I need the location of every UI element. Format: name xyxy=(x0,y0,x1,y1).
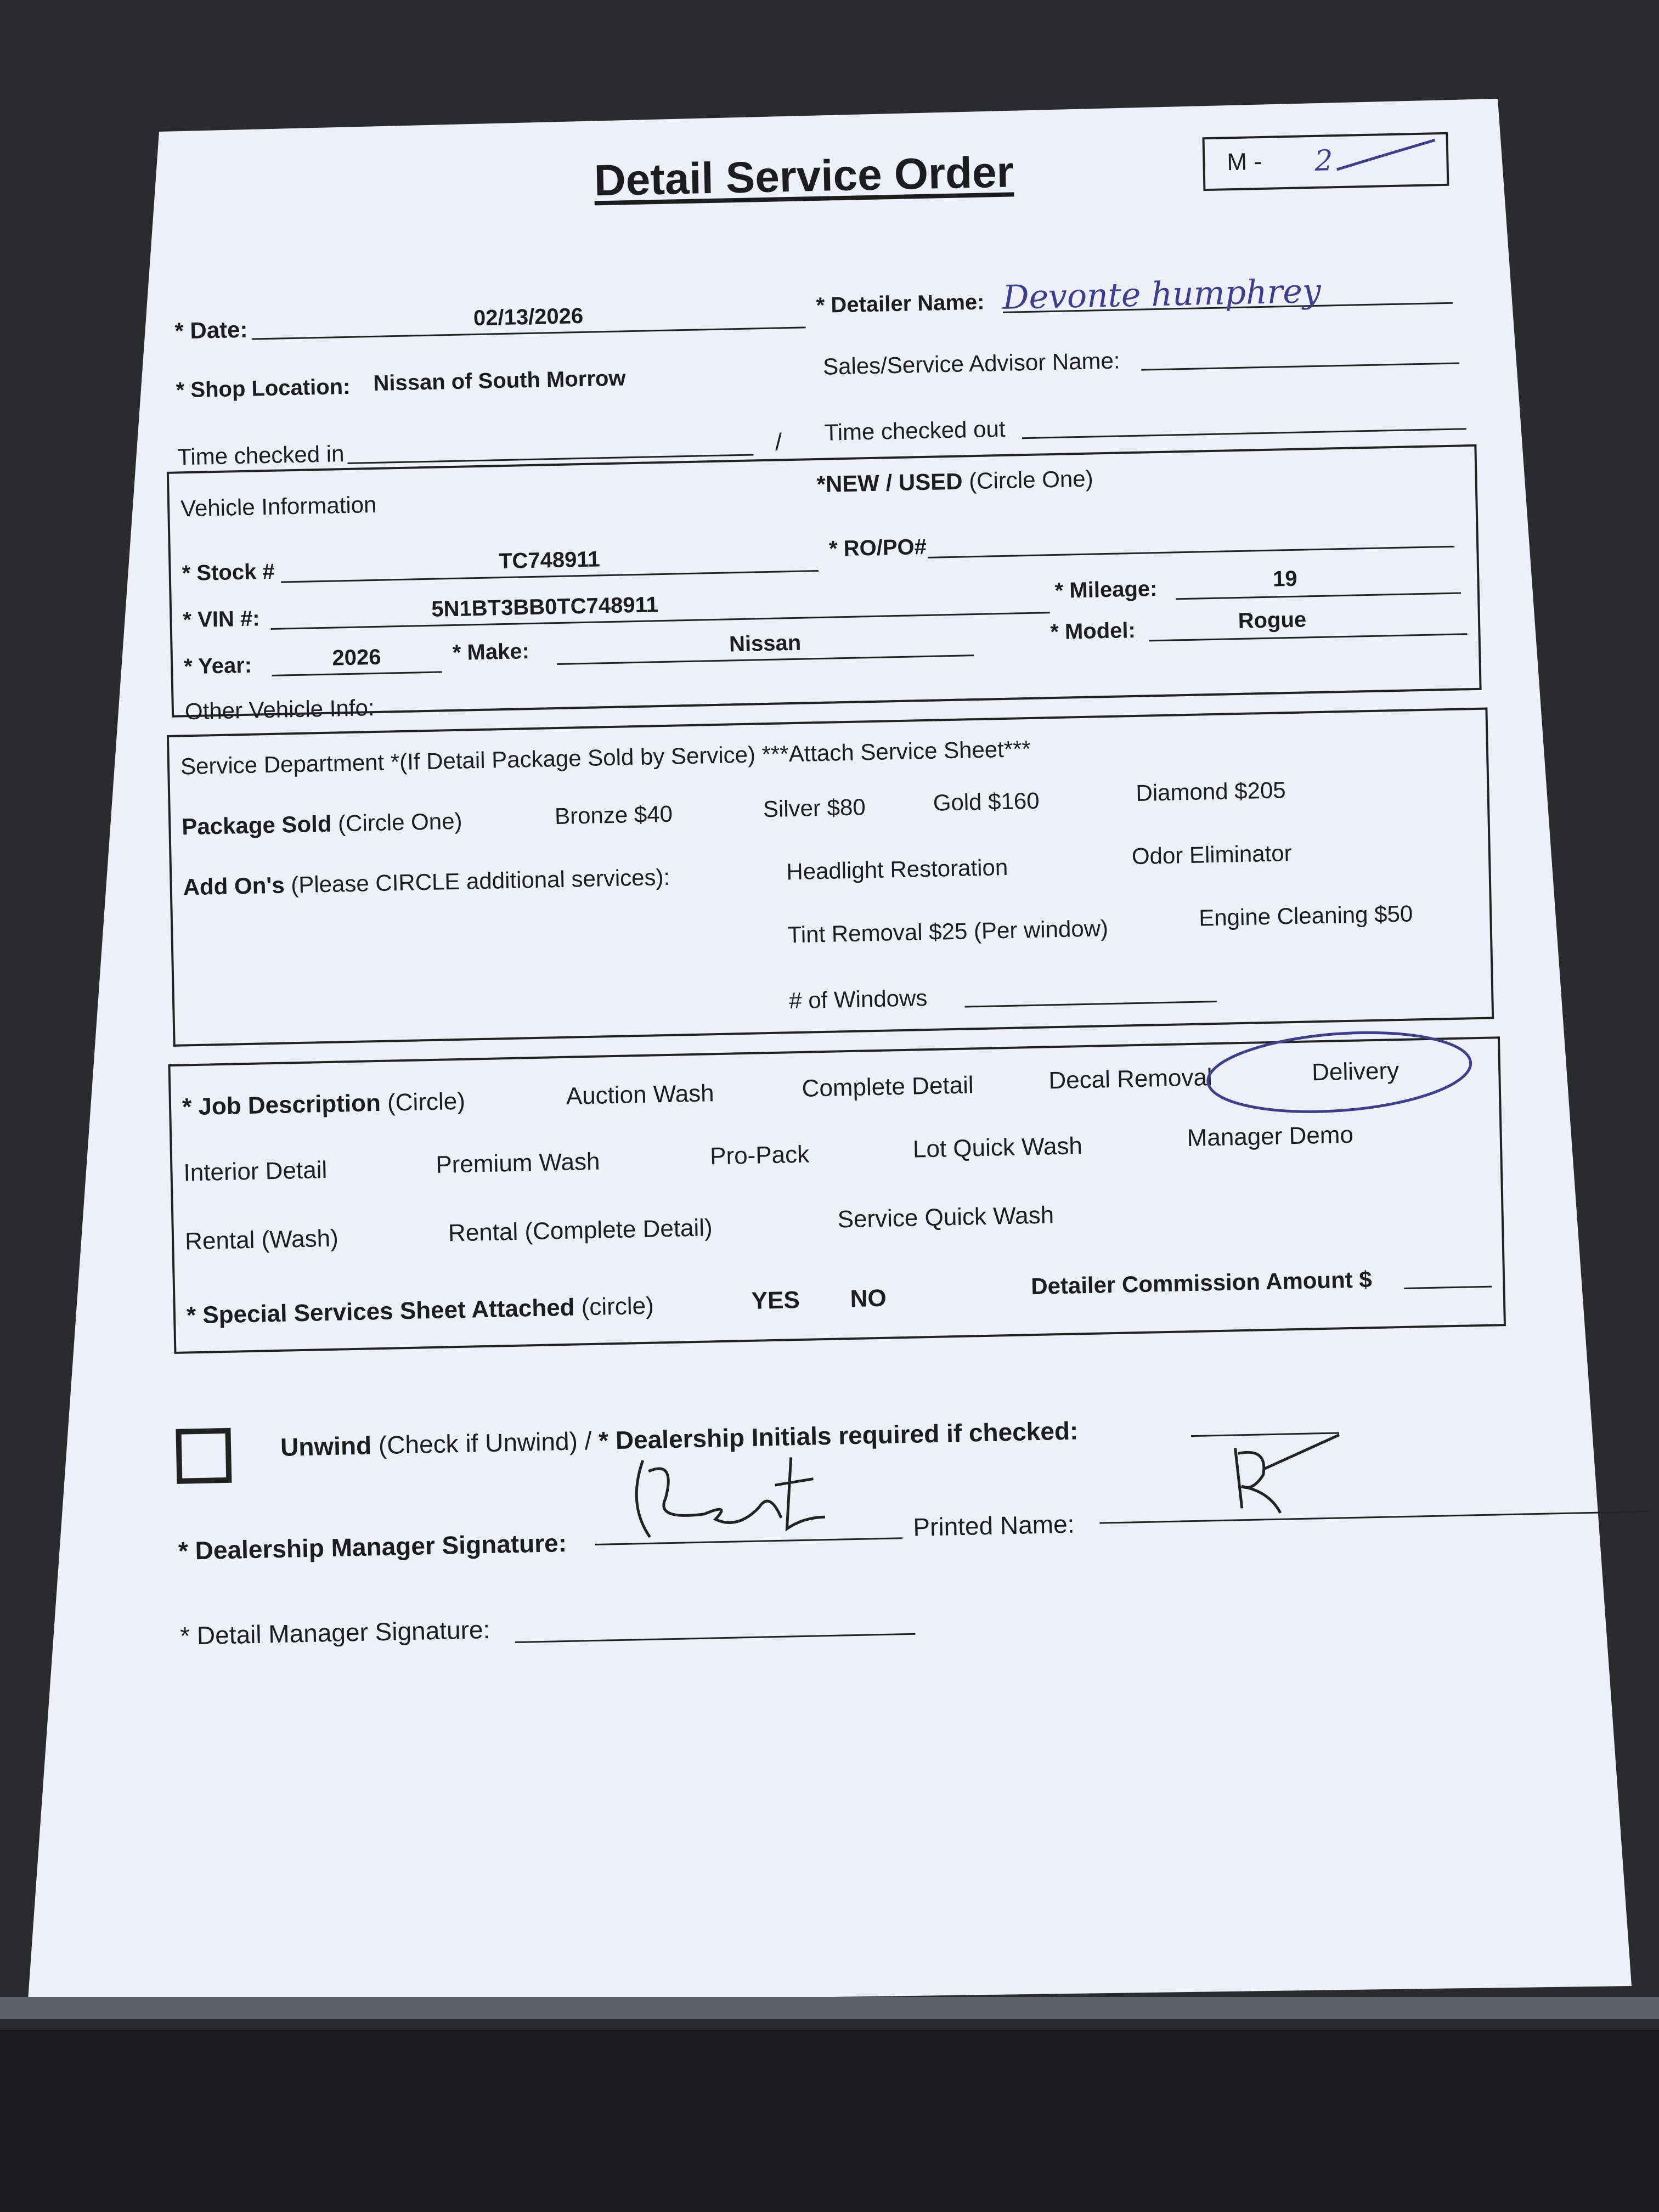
special-services-label: * Special Services Sheet Attached xyxy=(186,1294,575,1329)
job-decal-removal[interactable]: Decal Removal xyxy=(1048,1064,1213,1094)
commission-field[interactable] xyxy=(1403,1259,1492,1289)
addon-headlight-restoration[interactable]: Headlight Restoration xyxy=(786,854,1008,885)
commission-label: Detailer Commission Amount $ xyxy=(1030,1266,1373,1300)
m-number-box xyxy=(1202,132,1449,191)
detailer-name-label: * Detailer Name: xyxy=(816,290,985,318)
m-box-value[interactable]: 2 xyxy=(1314,144,1334,178)
package-option-silver[interactable]: Silver $80 xyxy=(763,794,866,822)
detail-manager-signature-field[interactable] xyxy=(514,1600,915,1643)
stock-field[interactable] xyxy=(280,537,819,583)
model-value: Rogue xyxy=(1238,607,1307,634)
form-title: Detail Service Order xyxy=(593,147,1014,205)
unwind-label: Unwind xyxy=(280,1431,372,1462)
addon-engine-cleaning[interactable]: Engine Cleaning $50 xyxy=(1198,900,1413,931)
manager-signature-label: * Dealership Manager Signature: xyxy=(178,1528,567,1565)
date-label: * Date: xyxy=(174,316,248,344)
service-header: Service Department *(If Detail Package Sold by Service) ***Attach Service Sheet*** xyxy=(180,735,1031,780)
vin-value: 5N1BT3BB0TC748911 xyxy=(431,592,659,622)
manager-signature-field[interactable] xyxy=(594,1477,902,1545)
job-hint: (Circle) xyxy=(387,1087,466,1116)
m-box-label: M - xyxy=(1226,148,1262,176)
year-label: * Year: xyxy=(183,653,252,679)
make-value: Nissan xyxy=(729,630,802,657)
detailer-name-value: Devonte humphrey xyxy=(1002,272,1322,317)
date-value: 02/13/2026 xyxy=(473,303,584,331)
job-premium-wash[interactable]: Premium Wash xyxy=(435,1148,600,1178)
make-label: * Make: xyxy=(452,639,530,665)
detail-manager-signature-label: * Detail Manager Signature: xyxy=(179,1615,490,1650)
vin-label: * VIN #: xyxy=(183,606,260,633)
windows-label: # of Windows xyxy=(788,985,928,1014)
unwind-checkbox[interactable] xyxy=(176,1428,232,1484)
time-separator: / xyxy=(775,428,782,456)
job-service-quick-wash[interactable]: Service Quick Wash xyxy=(837,1201,1054,1233)
new-used-label: *NEW / USED xyxy=(816,468,963,498)
mileage-field[interactable] xyxy=(1175,562,1461,600)
package-hint: (Circle One) xyxy=(337,808,462,837)
time-in-label: Time checked in xyxy=(177,441,345,470)
vehicle-info-label: Vehicle Information xyxy=(180,491,377,522)
shop-location-label: * Shop Location: xyxy=(176,374,351,403)
job-rental-complete-detail[interactable]: Rental (Complete Detail) xyxy=(448,1214,713,1247)
other-vehicle-label: Other Vehicle Info: xyxy=(184,695,375,725)
model-field[interactable] xyxy=(1148,603,1467,641)
make-field[interactable] xyxy=(556,622,974,665)
detailer-name-field[interactable] xyxy=(1002,269,1453,317)
printed-name-mark xyxy=(1218,1429,1357,1520)
job-lot-quick-wash[interactable]: Lot Quick Wash xyxy=(912,1132,1083,1163)
addon-tint-removal[interactable]: Tint Removal $25 (Per window) xyxy=(787,915,1109,948)
job-pro-pack[interactable]: Pro-Pack xyxy=(709,1141,810,1170)
package-row xyxy=(182,808,462,840)
initials-label: * Dealership Initials required if checked: xyxy=(598,1416,1079,1455)
addons-label: Add On's xyxy=(183,872,285,900)
model-label: * Model: xyxy=(1049,618,1136,645)
detail-service-order-form xyxy=(159,80,1623,1920)
other-vehicle-field[interactable] xyxy=(382,661,1469,712)
mileage-label: * Mileage: xyxy=(1054,577,1158,603)
special-yes-option[interactable]: YES xyxy=(751,1286,800,1314)
addons-row xyxy=(183,864,670,901)
unwind-hint: (Check if Unwind) / xyxy=(378,1426,592,1460)
printed-name-label: Printed Name: xyxy=(912,1509,1075,1542)
job-delivery[interactable]: Delivery xyxy=(1311,1057,1400,1086)
special-services-hint: (circle) xyxy=(581,1292,654,1321)
special-no-option[interactable]: NO xyxy=(850,1284,887,1313)
stock-value: TC748911 xyxy=(498,547,601,574)
job-complete-detail[interactable]: Complete Detail xyxy=(802,1071,974,1102)
mileage-value: 19 xyxy=(1272,566,1298,591)
package-option-diamond[interactable]: Diamond $205 xyxy=(1135,777,1286,806)
job-description-section xyxy=(168,1036,1506,1354)
time-in-field[interactable] xyxy=(347,426,753,464)
stock-label: * Stock # xyxy=(182,559,275,586)
ro-po-label: * RO/PO# xyxy=(828,534,927,561)
check-mark-icon xyxy=(1331,134,1442,180)
package-label: Package Sold xyxy=(181,810,332,840)
service-department-section xyxy=(167,708,1494,1047)
job-auction-wash[interactable]: Auction Wash xyxy=(566,1080,715,1110)
advisor-field[interactable] xyxy=(1141,335,1459,370)
shop-location-value: Nissan of South Morrow xyxy=(373,366,626,396)
year-field[interactable] xyxy=(271,638,442,676)
advisor-label: Sales/Service Advisor Name: xyxy=(822,347,1121,380)
addon-odor-eliminator[interactable]: Odor Eliminator xyxy=(1131,840,1293,870)
new-used-hint: (Circle One) xyxy=(968,465,1094,494)
date-field[interactable] xyxy=(251,299,806,340)
year-value: 2026 xyxy=(332,645,381,670)
addons-hint: (Please CIRCLE additional services): xyxy=(290,864,670,898)
clipboard-edge xyxy=(0,1997,1659,2019)
time-out-field[interactable] xyxy=(1022,400,1466,439)
windows-field[interactable] xyxy=(964,973,1217,1008)
job-label: * Job Description xyxy=(182,1089,381,1121)
job-rental-wash[interactable]: Rental (Wash) xyxy=(184,1224,339,1255)
job-row-label xyxy=(182,1088,466,1121)
ro-po-field[interactable] xyxy=(927,518,1454,558)
package-option-bronze[interactable]: Bronze $40 xyxy=(554,800,673,830)
vehicle-info-section xyxy=(167,444,1482,725)
special-services-row xyxy=(187,1293,654,1330)
delivery-circle-mark xyxy=(1201,1017,1477,1132)
time-out-label: Time checked out xyxy=(824,415,1006,445)
new-used-row[interactable] xyxy=(816,465,1093,498)
job-manager-demo[interactable]: Manager Demo xyxy=(1187,1121,1354,1152)
table-surface xyxy=(0,2030,1659,2212)
job-interior-detail[interactable]: Interior Detail xyxy=(183,1156,328,1187)
package-option-gold[interactable]: Gold $160 xyxy=(933,787,1040,816)
manager-signature-mark xyxy=(593,1433,902,1549)
printed-name-field[interactable] xyxy=(1098,1462,1648,1524)
